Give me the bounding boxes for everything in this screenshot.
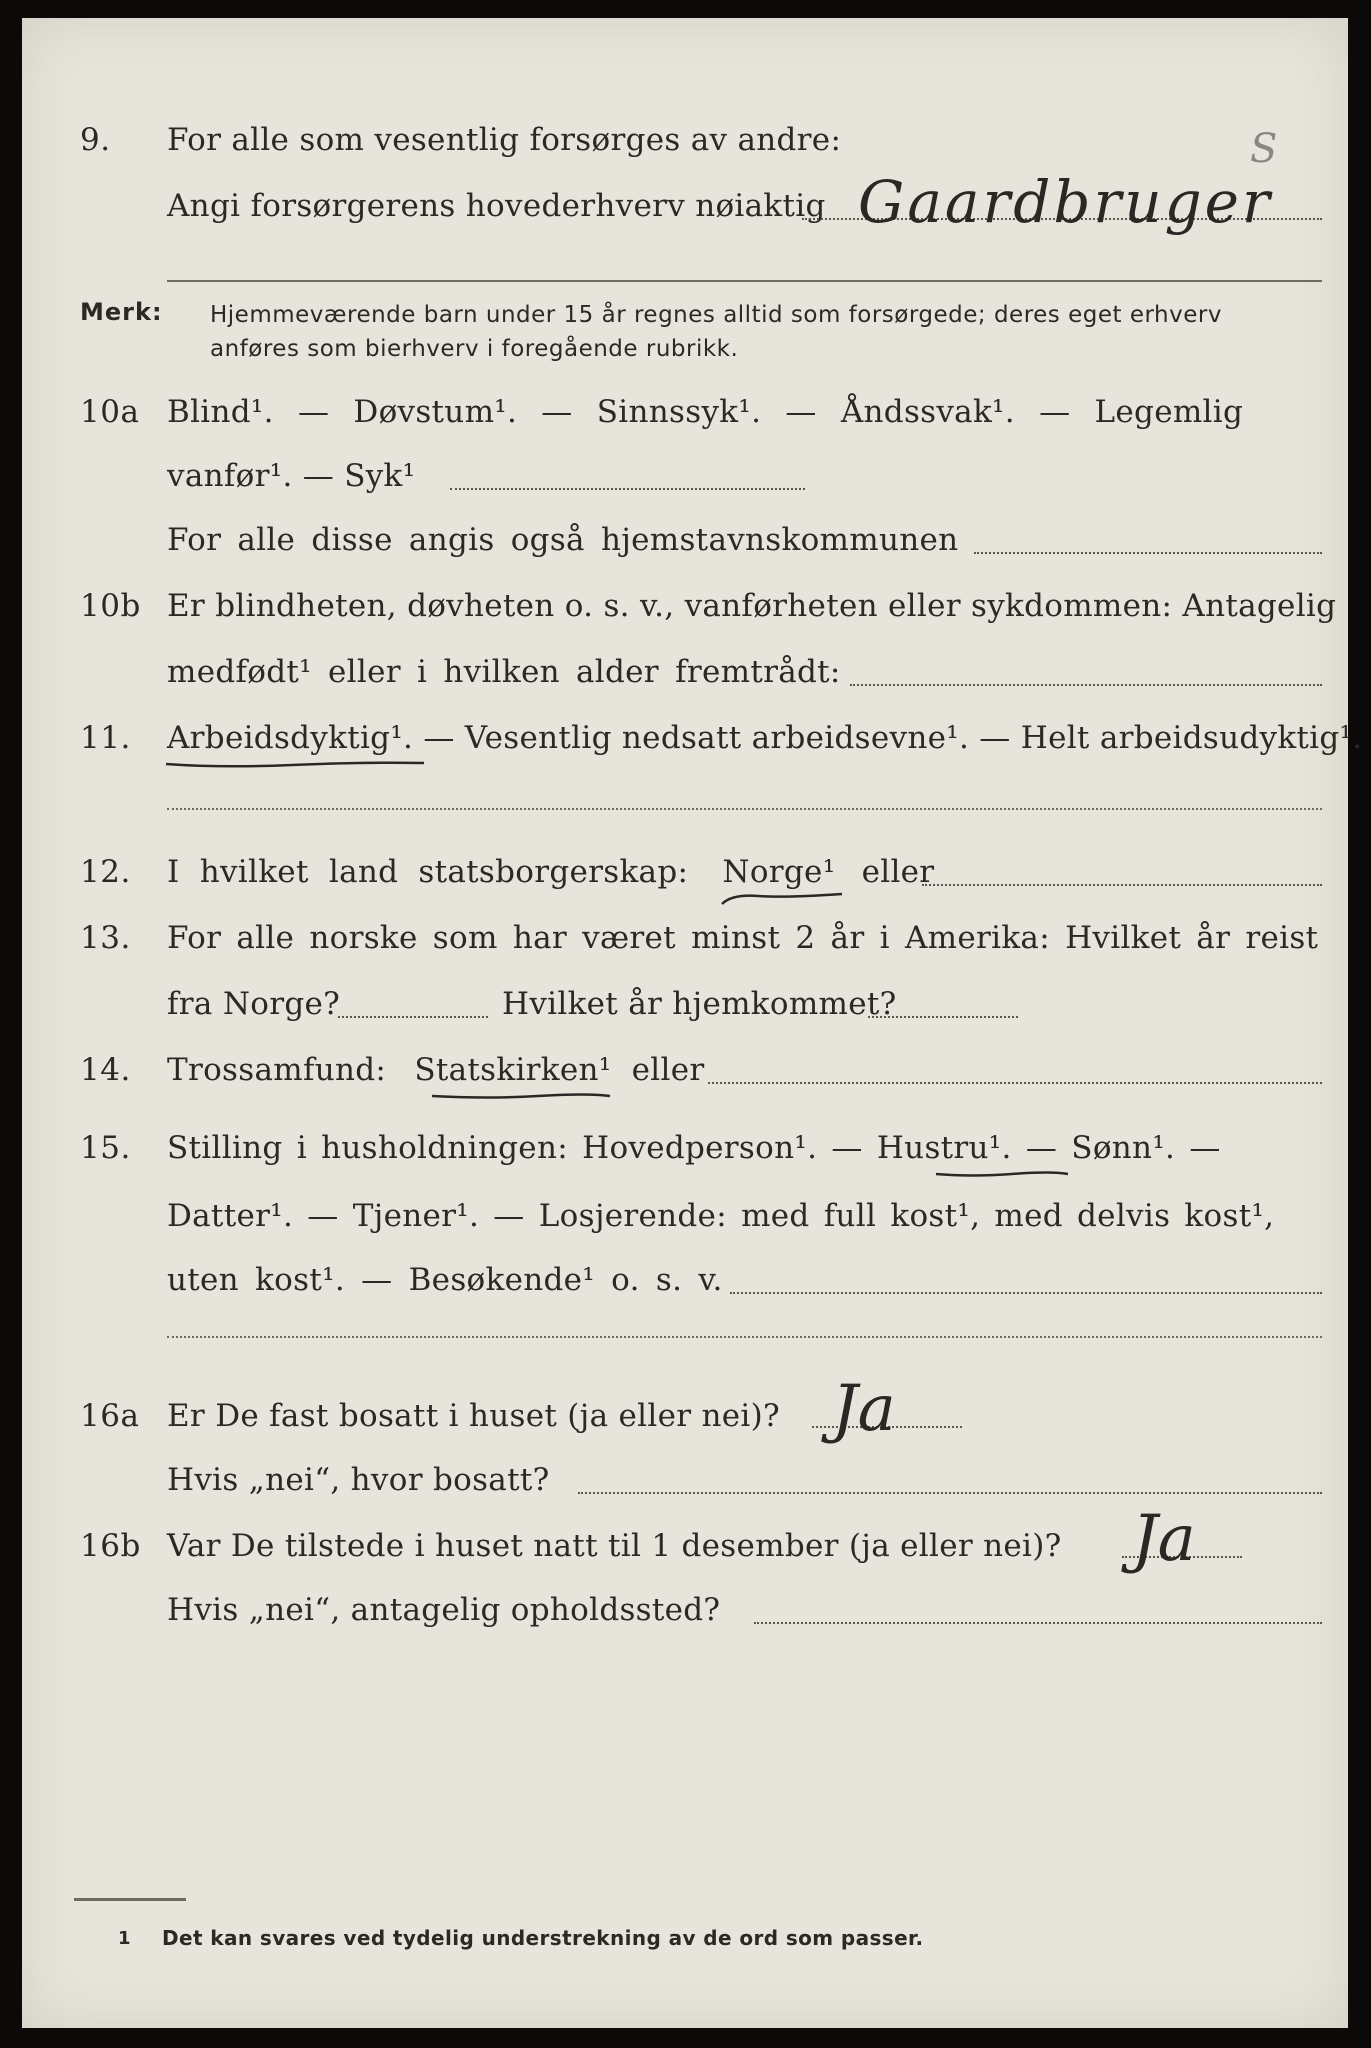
q10a-number: 10a bbox=[80, 394, 140, 430]
q16b-row-2 bbox=[22, 1588, 1348, 1632]
merk-line-1: Hjemmeværende barn under 15 år regnes alltid som forsørgede; deres eget erhverv bbox=[210, 302, 1222, 328]
q15-answer-line bbox=[730, 1292, 1322, 1294]
q12-row-1 bbox=[22, 850, 1348, 894]
q14-handwritten-underline bbox=[428, 1088, 614, 1104]
q10b-question: Er blindheten, døvheten o. s. v., vanførheten eller sykdommen: Antagelig bbox=[167, 588, 1337, 624]
q15-handwritten-underline bbox=[932, 1166, 1072, 1182]
q10a-row-3 bbox=[22, 518, 1348, 562]
q13-question: For alle norske som har været minst 2 år i Amerika: Hvilket år reist bbox=[167, 920, 1319, 956]
footnote-rule bbox=[74, 1898, 186, 1901]
q10b-row-1 bbox=[22, 584, 1348, 628]
q16b-followup-line bbox=[754, 1622, 1322, 1624]
q9-handwritten-answer: Gaardbruger bbox=[858, 168, 1273, 236]
q9-check-mark: S bbox=[1250, 126, 1278, 172]
q16a-followup: Hvis „nei“, hvor bosatt? bbox=[167, 1462, 550, 1498]
q9-divider bbox=[167, 280, 1322, 282]
q11-number: 11. bbox=[80, 720, 131, 756]
q13-left-label: fra Norge? bbox=[167, 986, 341, 1022]
q11-handwritten-underline bbox=[162, 756, 432, 772]
q9-number: 9. bbox=[80, 122, 111, 158]
q10a-row-1 bbox=[22, 390, 1348, 434]
q13-row-2 bbox=[22, 982, 1348, 1026]
q13-return-line bbox=[868, 1016, 1018, 1018]
q16b-followup: Hvis „nei“, antagelig opholdssted? bbox=[167, 1592, 721, 1628]
q10a-syk-line bbox=[450, 488, 805, 490]
footnote-text: Det kan svares ved tydelig understrekning av de ord som passer. bbox=[162, 1926, 924, 1950]
q14-option-other: eller bbox=[631, 1052, 705, 1088]
q16a-handwritten-answer: Ja bbox=[832, 1372, 896, 1446]
q12-option-norge: Norge¹ bbox=[722, 854, 836, 890]
q16a-number: 16a bbox=[80, 1398, 140, 1434]
q11-row-1 bbox=[22, 716, 1363, 760]
q12-answer-line bbox=[922, 884, 1322, 886]
q14-number: 14. bbox=[80, 1052, 131, 1088]
q12-number: 12. bbox=[80, 854, 131, 890]
q10b-row-2 bbox=[22, 650, 1348, 694]
q14-question-text: Trossamfund: bbox=[167, 1052, 387, 1088]
census-form-page bbox=[22, 18, 1363, 2028]
q9-row-1 bbox=[22, 118, 1348, 162]
q16b-question: Var De tilstede i huset natt til 1 desember (ja eller nei)? bbox=[167, 1528, 1062, 1564]
q11-options: Arbeidsdyktig¹. — Vesentlig nedsatt arbeidsevne¹. — Helt arbeidsudyktig¹. bbox=[167, 720, 1363, 756]
q10a-row-2 bbox=[22, 454, 1348, 498]
q13-number: 13. bbox=[80, 920, 131, 956]
q10b-number: 10b bbox=[80, 588, 141, 624]
q14-option-statskirken: Statskirken¹ bbox=[414, 1052, 612, 1088]
q10a-hometown-question: For alle disse angis også hjemstavnskommunen bbox=[167, 522, 959, 558]
q15-row-1 bbox=[22, 1126, 1348, 1170]
q10b-answer-line bbox=[850, 684, 1322, 686]
q15-options-3: uten kost¹. — Besøkende¹ o. s. v. bbox=[167, 1262, 723, 1298]
q16b-number: 16b bbox=[80, 1528, 141, 1564]
q9-question: For alle som vesentlig forsørges av andre: bbox=[167, 122, 842, 158]
q15-options-2: Datter¹. — Tjener¹. — Losjerende: med full kost¹, med delvis kost¹, bbox=[167, 1198, 1275, 1234]
q13-right-label: Hvilket år hjemkommet? bbox=[502, 986, 897, 1022]
q15-divider bbox=[167, 1336, 1322, 1338]
footnote-mark: 1 bbox=[118, 1928, 131, 1949]
q10a-hometown-line bbox=[974, 552, 1322, 554]
q13-row-1 bbox=[22, 916, 1348, 960]
q16a-question: Er De fast bosatt i huset (ja eller nei)? bbox=[167, 1398, 780, 1434]
q14-row-1 bbox=[22, 1048, 1348, 1092]
q10a-options-2: vanfør¹. — Syk¹ bbox=[167, 458, 416, 494]
q16a-row-1 bbox=[22, 1394, 1348, 1438]
q9-instruction: Angi forsørgerens hovederhverv nøiaktig bbox=[167, 188, 826, 224]
q12-question-text: I hvilket land statsborgerskap: bbox=[167, 854, 689, 890]
q12-handwritten-underline bbox=[718, 888, 848, 910]
q16a-row-2 bbox=[22, 1458, 1348, 1502]
q10a-options-1: Blind¹. — Døvstum¹. — Sinnssyk¹. — Åndssvak¹. — Legemlig bbox=[167, 394, 1244, 430]
q14-question bbox=[167, 1048, 705, 1092]
q14-answer-line bbox=[708, 1082, 1322, 1084]
q16a-followup-line bbox=[578, 1492, 1322, 1494]
q13-departure-line bbox=[338, 1016, 488, 1018]
q11-divider bbox=[167, 808, 1322, 810]
merk-line-2: anføres som bierhverv i foregående rubrikk. bbox=[210, 336, 739, 362]
q10b-question-2: medfødt¹ eller i hvilken alder fremtrådt: bbox=[167, 654, 841, 690]
q12-option-other: eller bbox=[861, 854, 935, 890]
q15-row-2 bbox=[22, 1194, 1348, 1238]
q15-row-3 bbox=[22, 1258, 1348, 1302]
q15-options-1: Stilling i husholdningen: Hovedperson¹. — Hustru¹. — Sønn¹. — bbox=[167, 1130, 1221, 1166]
merk-label: Merk: bbox=[80, 298, 163, 326]
q16b-handwritten-answer: Ja bbox=[1132, 1502, 1196, 1576]
q15-number: 15. bbox=[80, 1130, 131, 1166]
